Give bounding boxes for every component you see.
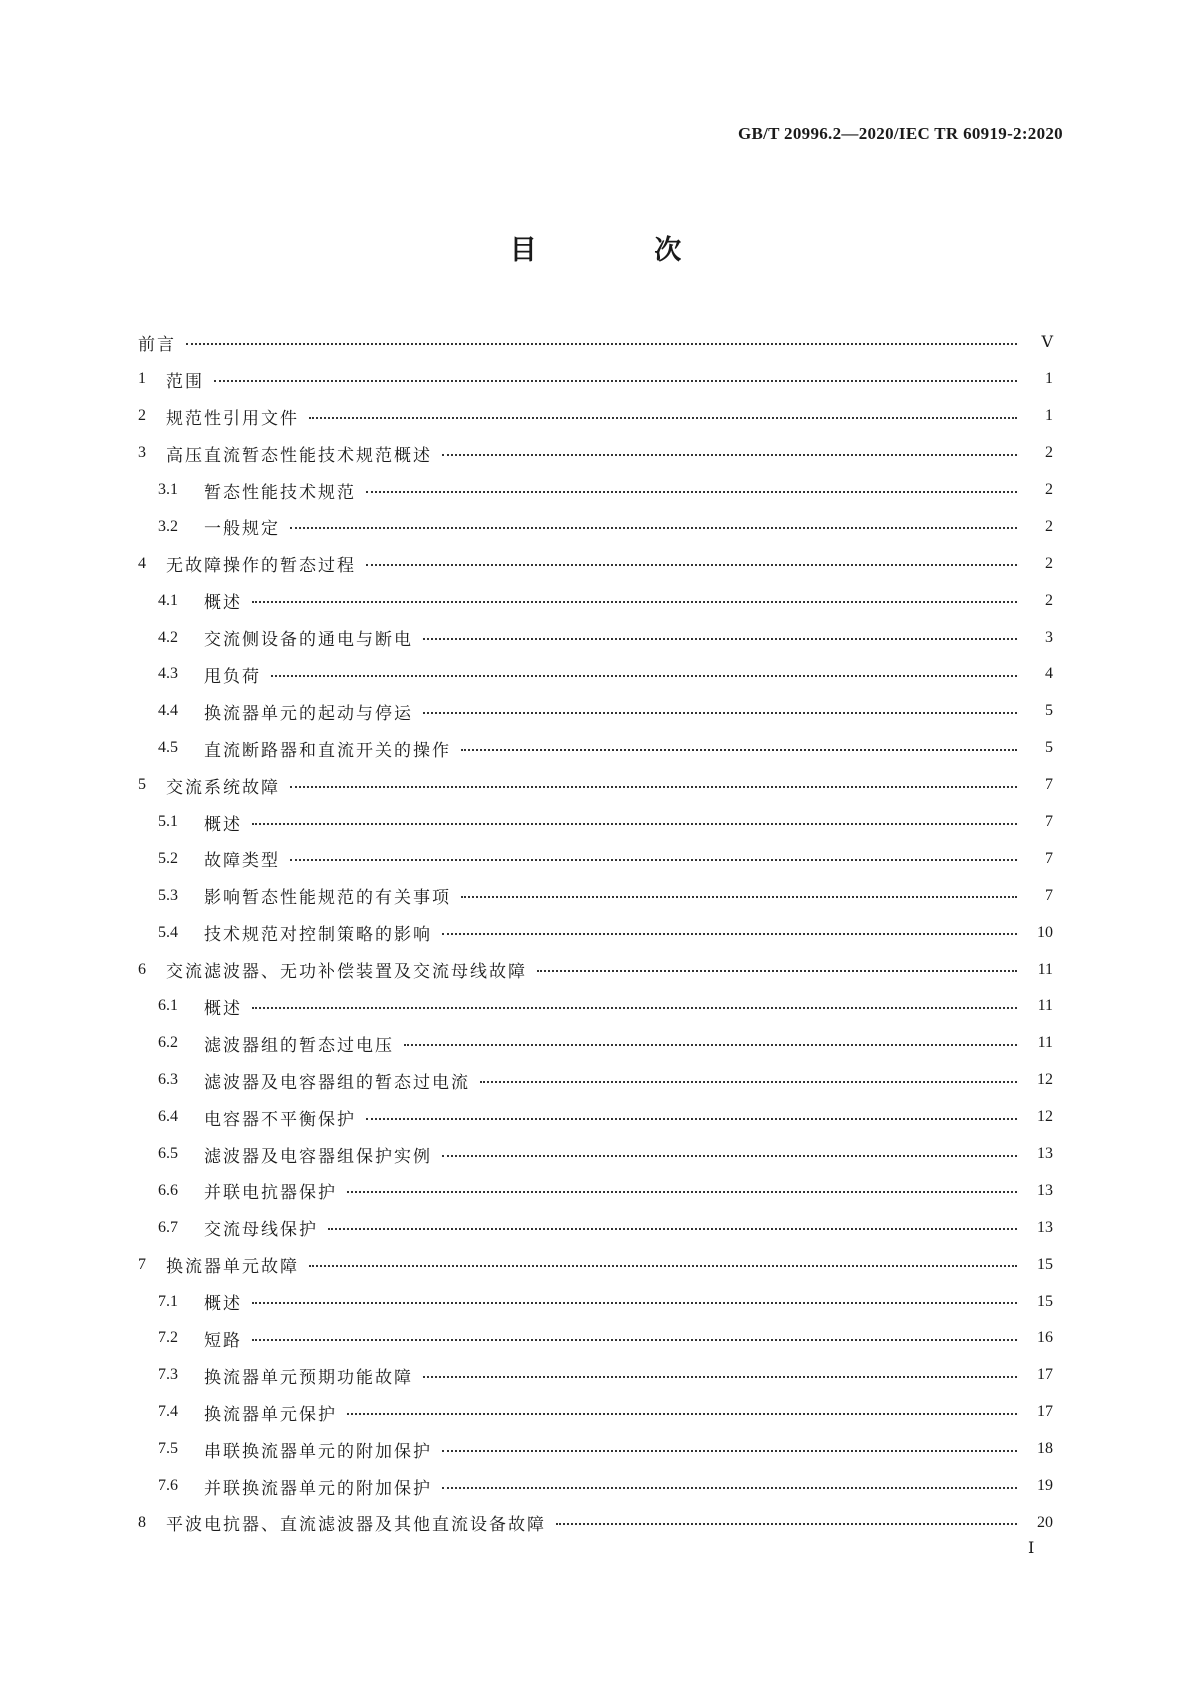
toc-dot-leader [347, 1412, 1017, 1415]
toc-entry-label: 电容器不平衡保护 [204, 1109, 356, 1130]
toc-entry-label: 换流器单元预期功能故障 [204, 1367, 413, 1388]
toc-entry[interactable] [138, 619, 1053, 656]
toc-entry[interactable] [138, 1357, 1053, 1394]
toc-entry-number: 2 [138, 407, 146, 425]
toc-entry-label: 暂态性能技术规范 [204, 482, 356, 503]
toc-entry-label: 交流侧设备的通电与断电 [204, 630, 413, 651]
toc-entry[interactable] [138, 398, 1053, 435]
toc-dot-leader [442, 932, 1017, 935]
toc-entry-label: 滤波器及电容器组保护实例 [204, 1146, 432, 1167]
toc-dot-leader [290, 858, 1017, 861]
toc-entry-label: 直流断路器和直流开关的操作 [204, 740, 451, 761]
toc-entry-page: 2 [1045, 444, 1053, 462]
toc-entry-number: 5 [138, 776, 146, 794]
toc-entry[interactable] [138, 1062, 1053, 1099]
toc-entry-number: 7.1 [158, 1292, 178, 1310]
toc-entry-page: 15 [1037, 1255, 1053, 1273]
toc-dot-leader [290, 526, 1017, 529]
toc-dot-leader [252, 1301, 1017, 1304]
toc-entry-label: 影响暂态性能规范的有关事项 [204, 888, 451, 909]
toc-entry-page: 7 [1045, 776, 1053, 794]
toc-entry-number: 1 [138, 370, 146, 388]
toc-entry-label: 交流母线保护 [204, 1220, 318, 1241]
toc-entry-label: 换流器单元保护 [204, 1404, 337, 1425]
toc-entry-page: 2 [1045, 517, 1053, 535]
toc-entry-page: 13 [1037, 1181, 1053, 1199]
toc-entry-label: 概述 [204, 1294, 242, 1315]
toc-entry-number: 5.1 [158, 813, 178, 831]
toc-dot-leader [328, 1227, 1017, 1230]
toc-entry-page: 5 [1045, 739, 1053, 757]
toc-entry-label: 交流滤波器、无功补偿装置及交流母线故障 [166, 962, 527, 983]
toc-dot-leader [404, 1043, 1017, 1046]
toc-dot-leader [442, 1486, 1017, 1489]
toc-dot-leader [252, 1338, 1017, 1341]
toc-entry[interactable] [138, 1468, 1053, 1505]
toc-dot-leader [252, 822, 1017, 825]
toc-dot-leader [252, 600, 1017, 603]
toc-entry-page: 1 [1045, 370, 1053, 388]
toc-entry-page: Ⅴ [1041, 334, 1053, 352]
toc-entry-number: 6 [138, 960, 146, 978]
toc-entry-page: 1 [1045, 407, 1053, 425]
toc-entry-page: 12 [1037, 1071, 1053, 1089]
toc-dot-leader [271, 674, 1017, 677]
toc-dot-leader [423, 711, 1017, 714]
toc-entry-page: 16 [1037, 1329, 1053, 1347]
toc-entry-label: 甩负荷 [204, 666, 261, 687]
toc-entry[interactable] [138, 1172, 1053, 1209]
toc-entry-number: 3 [138, 444, 146, 462]
toc-entry-number: 4.5 [158, 739, 178, 757]
toc-entry-page: 17 [1037, 1366, 1053, 1384]
toc-entry[interactable] [138, 472, 1053, 509]
toc-entry-page: 2 [1045, 591, 1053, 609]
standard-code-header: GB/T 20996.2—2020/IEC TR 60919-2:2020 [737, 124, 1063, 143]
toc-entry-page: 11 [1037, 960, 1053, 978]
toc-entry-number: 3.1 [158, 481, 178, 498]
toc-entry[interactable] [138, 582, 1053, 619]
toc-dot-leader [423, 1375, 1017, 1378]
toc-dot-leader [366, 490, 1017, 493]
toc-dot-leader [290, 785, 1017, 788]
toc-entry[interactable] [138, 1431, 1053, 1468]
toc-entry-number: 4 [138, 554, 146, 572]
toc-entry-label: 概述 [204, 814, 242, 835]
toc-dot-leader [309, 416, 1017, 419]
toc-entry-number: 5.2 [158, 849, 178, 867]
toc-entry-number: 7.4 [158, 1403, 178, 1421]
toc-entry-page: 7 [1045, 813, 1053, 831]
toc-entry-number: 7 [138, 1255, 146, 1273]
toc-entry-number: 8 [138, 1513, 146, 1531]
toc-entry-label: 滤波器组的暂态过电压 [204, 1035, 394, 1056]
toc-entry[interactable] [138, 914, 1053, 951]
page-number: Ⅰ [1028, 1540, 1035, 1557]
toc-entry-label: 并联换流器单元的附加保护 [204, 1478, 432, 1499]
toc-entry[interactable] [138, 1099, 1053, 1136]
toc-dot-leader [537, 969, 1017, 972]
toc-entry[interactable] [138, 1025, 1053, 1062]
toc-dot-leader [214, 379, 1017, 382]
toc-dot-leader [347, 1190, 1017, 1193]
toc-entry-page: 7 [1045, 886, 1053, 904]
toc-dot-leader [366, 1117, 1017, 1120]
toc-entry-label: 滤波器及电容器组的暂态过电流 [204, 1072, 470, 1093]
toc-entry[interactable] [138, 1283, 1053, 1320]
toc-entry-number: 4.3 [158, 665, 178, 683]
toc-entry-number: 7.6 [158, 1477, 178, 1495]
toc-entry-number: 6.7 [158, 1218, 178, 1236]
toc-entry-number: 5.4 [158, 923, 178, 941]
toc-entry[interactable] [138, 1246, 1053, 1283]
toc-entry-label: 技术规范对控制策略的影响 [204, 925, 432, 946]
toc-dot-leader [461, 748, 1017, 751]
toc-entry[interactable] [138, 1320, 1053, 1357]
toc-entry[interactable] [138, 693, 1053, 730]
toc-entry-number: 5.3 [158, 886, 178, 904]
toc-dot-leader [186, 342, 1017, 345]
toc-entry-number: 6.4 [158, 1108, 178, 1126]
toc-entry-page: 3 [1045, 628, 1053, 646]
toc-dot-leader [366, 563, 1017, 566]
toc-dot-leader [252, 1006, 1017, 1009]
page-title: 目 次 [509, 235, 736, 266]
toc-entry-number: 4.1 [158, 591, 178, 609]
toc-entry-page: 2 [1045, 481, 1053, 498]
toc-entry-label: 平波电抗器、直流滤波器及其他直流设备故障 [166, 1515, 546, 1536]
toc-entry[interactable] [138, 767, 1053, 804]
toc-entry-label: 短路 [204, 1330, 242, 1351]
toc-entry[interactable] [138, 840, 1053, 877]
toc-entry-page: 20 [1037, 1513, 1053, 1531]
toc-dot-leader [480, 1080, 1017, 1083]
toc-entry[interactable] [138, 656, 1053, 693]
toc-entry-number: 7.5 [158, 1440, 178, 1458]
toc-entry-page: 7 [1045, 849, 1053, 867]
toc-entry-number: 7.3 [158, 1366, 178, 1384]
toc-entry[interactable] [138, 1394, 1053, 1431]
toc-entry[interactable] [138, 730, 1053, 767]
toc-entry-page: 10 [1037, 923, 1053, 941]
toc-entry[interactable] [138, 988, 1053, 1025]
toc-entry-page: 4 [1045, 665, 1053, 683]
toc-entry[interactable] [138, 508, 1053, 545]
toc-entry-page: 13 [1037, 1218, 1053, 1236]
toc-entry-number: 6.1 [158, 997, 178, 1015]
toc-entry-label: 概述 [204, 998, 242, 1019]
toc-entry-page: 13 [1037, 1145, 1053, 1163]
toc-entry-label: 故障类型 [204, 851, 280, 872]
toc-entry-page: 18 [1037, 1440, 1053, 1458]
toc-entry-label: 换流器单元的起动与停运 [204, 703, 413, 724]
toc-entry[interactable] [138, 951, 1053, 988]
toc-entry[interactable] [138, 804, 1053, 841]
toc-entry-number: 4.2 [158, 628, 178, 646]
toc-entry-page: 11 [1037, 1034, 1053, 1052]
toc-entry[interactable] [138, 877, 1053, 914]
toc-entry-page: 19 [1037, 1477, 1053, 1495]
toc-entry-number: 6.2 [158, 1034, 178, 1052]
toc-entry-page: 11 [1037, 997, 1053, 1015]
toc-dot-leader [442, 1154, 1017, 1157]
toc-entry-page: 5 [1045, 702, 1053, 720]
toc-entry-number: 3.2 [158, 517, 178, 535]
toc-entry-label: 并联电抗器保护 [204, 1183, 337, 1204]
toc-entry[interactable] [138, 324, 1053, 361]
toc-entry[interactable] [138, 361, 1053, 398]
toc-entry-label: 无故障操作的暂态过程 [166, 556, 356, 577]
toc-entry-number: 4.4 [158, 702, 178, 720]
toc-dot-leader [309, 1264, 1017, 1267]
toc-entry-label: 范围 [166, 371, 204, 392]
toc-entry[interactable] [138, 1209, 1053, 1246]
toc-dot-leader [442, 453, 1017, 456]
toc-entry-number: 6.5 [158, 1145, 178, 1163]
toc-dot-leader [556, 1522, 1017, 1525]
toc-entry-label: 前言 [138, 334, 176, 355]
toc-entry-label: 概述 [204, 593, 242, 614]
toc-entry-number: 7.2 [158, 1329, 178, 1347]
toc-entry[interactable] [138, 1136, 1053, 1173]
toc-entry-number: 6.3 [158, 1071, 178, 1089]
toc-dot-leader [442, 1449, 1017, 1452]
toc-dot-leader [423, 637, 1017, 640]
toc-entry-label: 规范性引用文件 [166, 408, 299, 429]
toc-entry-page: 12 [1037, 1108, 1053, 1126]
toc-entry-page: 15 [1037, 1292, 1053, 1310]
toc-entry-label: 串联换流器单元的附加保护 [204, 1441, 432, 1462]
table-of-contents [138, 324, 1053, 1541]
toc-entry-page: 17 [1037, 1403, 1053, 1421]
toc-entry-label: 换流器单元故障 [166, 1257, 299, 1278]
toc-entry-page: 2 [1045, 554, 1053, 572]
toc-entry-label: 高压直流暂态性能技术规范概述 [166, 445, 432, 466]
toc-dot-leader [461, 895, 1017, 898]
toc-entry[interactable] [138, 435, 1053, 472]
toc-entry[interactable] [138, 545, 1053, 582]
toc-entry-label: 一般规定 [204, 519, 280, 540]
toc-entry-label: 交流系统故障 [166, 777, 280, 798]
toc-entry-number: 6.6 [158, 1181, 178, 1199]
toc-entry[interactable] [138, 1505, 1053, 1542]
